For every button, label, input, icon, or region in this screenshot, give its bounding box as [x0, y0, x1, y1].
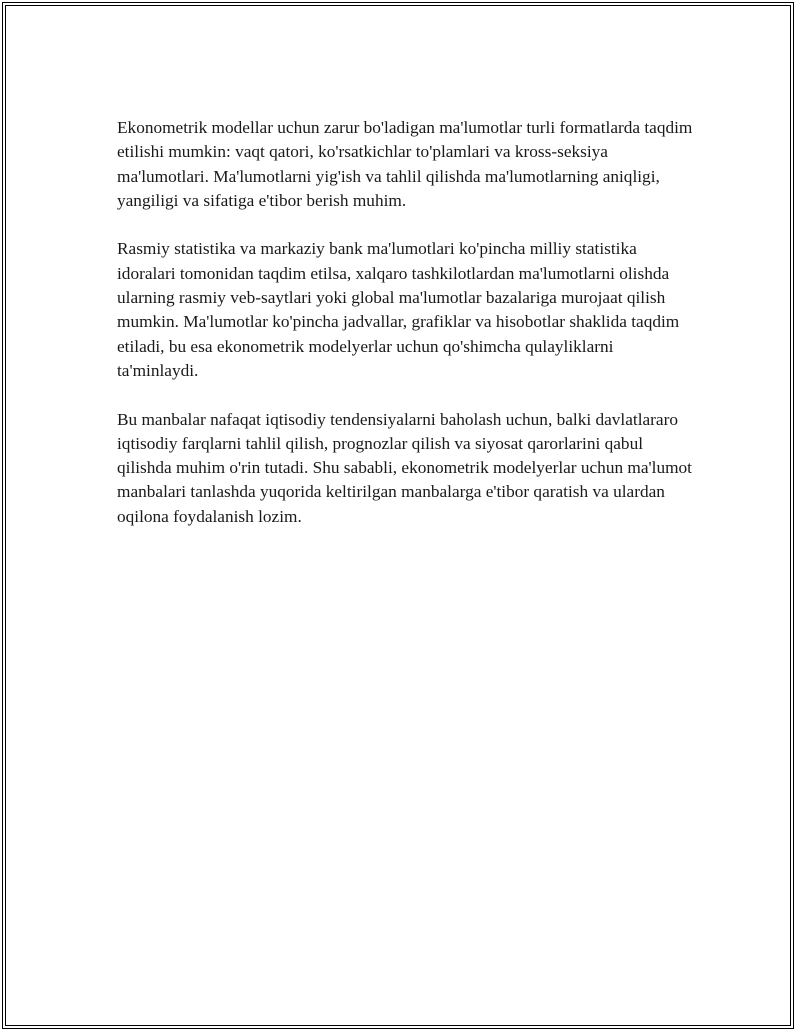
- document-body: [117, 116, 697, 553]
- paragraph-1: Ekonometrik modellar uchun zarur bo'ladigan ma'lumotlar turli formatlarda taqdim etilishi mumkin: vaqt qatori, ko'rsatkichlar to'plamlari va kross-seksiya ma'lumotlari. Ma'lumotlarni yig'ish va tahlil qilishda ma'lumotlarning aniqligi, yangiligi va sifatiga e'tibor berish muhim.: [117, 118, 693, 210]
- paragraph-2: Rasmiy statistika va markaziy bank ma'lumotlari ko'pincha milliy statistika idoralari tomonidan taqdim etilsa, xalqaro tashkilotlardan ma'lumotlarni olishda ularning rasmiy veb-saytlari yoki global ma'lumotlar bazalariga murojaat qilish mumkin. Ma'lumotlar ko'pincha jadvallar, grafiklar va hisobotlar shaklida taqdim etiladi, bu esa ekonometrik modelyerlar uchun qo'shimcha qulayliklarni ta'minlaydi.: [117, 239, 680, 380]
- paragraph-3: Bu manbalar nafaqat iqtisodiy tendensiyalarni baholash uchun, balki davlatlararo iqtisodiy farqlarni tahlil qilish, prognozlar qilish va siyosat qarorlarini qabul qilishda muhim o'rin tutadi. Shu sababli, ekonometrik modelyerlar uchun ma'lumot manbalari tanlashda yuqorida keltirilgan manbalarga e'tibor qaratish va ulardan oqilona foydalanish lozim.: [117, 409, 692, 526]
